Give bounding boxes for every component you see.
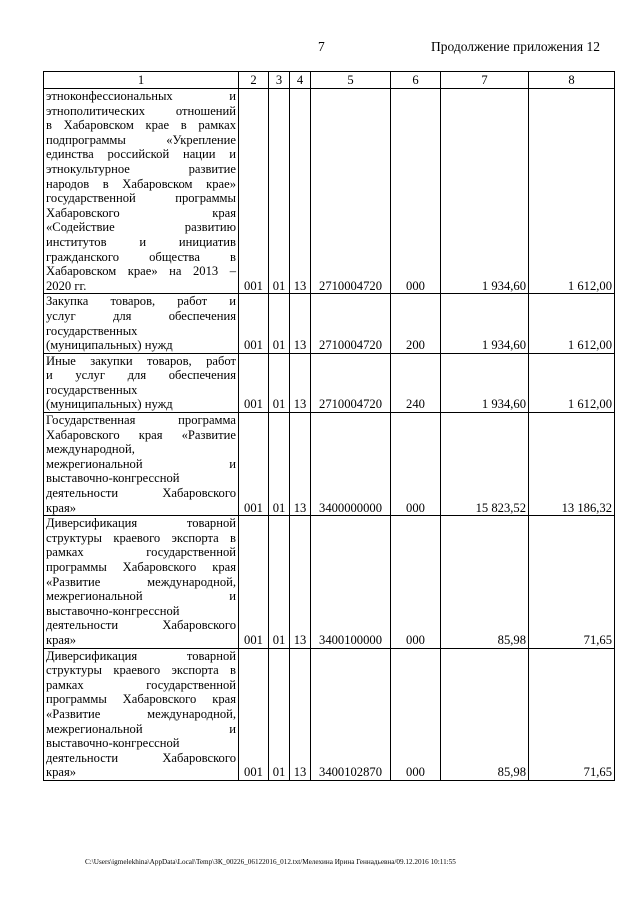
section-code-cell: 01 [269,353,290,412]
row-name-line: рамках государственной [46,677,236,692]
section-code-cell: 01 [269,516,290,648]
expense-type-cell: 000 [391,413,441,516]
table-row [44,413,615,516]
amount-cell: 13 186,32 [529,413,615,516]
row-name-line: гражданского общества в [46,249,236,264]
target-article-cell: 3400102870 [311,648,391,780]
row-name-line: Хабаровского края «Развитие [46,427,236,442]
section-code-cell: 01 [269,648,290,780]
column-header: 5 [311,72,391,89]
row-name-line: этнополитических отношений [46,103,236,118]
row-name-cell [44,294,239,353]
row-name-line: государственных [46,382,138,397]
row-name-line: деятельности Хабаровского [46,750,236,765]
row-name-line: Хабаровского края [46,205,236,220]
row-name-line: деятельности Хабаровского [46,618,236,633]
page-number: 7 [318,39,325,54]
ministry-code-cell: 001 [239,89,269,294]
row-name-line: межрегиональной и [46,721,236,736]
row-name-line: программы Хабаровского края [46,560,236,574]
expense-type-cell: 000 [391,648,441,780]
target-article-cell: 2710004720 [311,294,391,353]
column-header: 8 [529,72,615,89]
file-path-footer: C:\Users\igmelekhina\AppData\Local\Temp\ЗК_00226_06122016_012.txt/Мелехина Ирина Геннадьевна/09.12.2016 10:11:55 [85,858,456,866]
row-name-line: деятельности Хабаровского [46,486,236,501]
subsection-code-cell: 13 [290,294,311,353]
column-header: 6 [391,72,441,89]
row-name-line: края» [46,632,77,647]
column-header: 3 [269,72,290,89]
row-name-line: государственной программы [46,191,236,206]
subsection-code-cell: 13 [290,89,311,294]
expense-type-cell: 000 [391,89,441,294]
row-name-line: этнокультурное развитие [46,161,236,176]
amount-cell: 1 612,00 [529,353,615,412]
ministry-code-cell: 001 [239,516,269,648]
ministry-code-cell: 001 [239,413,269,516]
amount-cell: 15 823,52 [441,413,529,516]
row-name-line: структуры краевого экспорта в [46,663,236,678]
row-name-line: края» [46,500,77,515]
row-name-line: подпрограммы «Укрепление [46,132,236,147]
row-name-cell [44,516,239,648]
subsection-code-cell: 13 [290,413,311,516]
amount-cell: 1 612,00 [529,294,615,353]
ministry-code-cell: 001 [239,648,269,780]
row-name-line: Государственная программа [46,413,236,428]
amount-cell: 85,98 [441,648,529,780]
ministry-code-cell: 001 [239,294,269,353]
section-code-cell: 01 [269,294,290,353]
row-name-line: Диверсификация товарной [46,648,236,663]
row-name-cell [44,89,239,294]
row-name-line: институтов и инициатив [46,234,236,249]
row-name-line: единства российской нации и [46,147,236,162]
row-name-line: в Хабаровском крае в рамках [46,118,236,133]
amount-cell: 1 934,60 [441,89,529,294]
row-name-line: структуры краевого экспорта в [46,530,236,545]
section-code-cell: 01 [269,413,290,516]
row-name-line: выставочно-конгрессной [46,471,180,486]
column-header: 2 [239,72,269,89]
row-name-line: (муниципальных) нужд [46,397,173,412]
table-row [44,353,615,412]
row-name-line: международной, [46,442,135,457]
column-header: 7 [441,72,529,89]
row-name-line: края» [46,765,77,780]
appendix-table [43,71,615,781]
expense-type-cell: 000 [391,516,441,648]
expense-type-cell: 240 [391,353,441,412]
table-row [44,89,615,294]
table-header-row [44,72,615,89]
row-name-line: выставочно-конгрессной [46,603,180,618]
table-row [44,516,615,648]
row-name-cell [44,413,239,516]
row-name-line: этноконфессиональных и [46,89,236,103]
row-name-cell [44,353,239,412]
row-name-line: «Развитие международной, [46,706,236,721]
amount-cell: 1 934,60 [441,294,529,353]
row-name-line: услуг для обеспечения [46,308,236,323]
subsection-code-cell: 13 [290,516,311,648]
row-name-line: «Развитие международной, [46,574,236,589]
target-article-cell: 2710004720 [311,89,391,294]
row-name-line: межрегиональной и [46,589,236,604]
row-name-line: Закупка товаров, работ и [46,294,236,309]
amount-cell: 1 612,00 [529,89,615,294]
subsection-code-cell: 13 [290,353,311,412]
target-article-cell: 2710004720 [311,353,391,412]
section-code-cell: 01 [269,89,290,294]
amount-cell: 71,65 [529,516,615,648]
column-header: 1 [44,72,239,89]
amount-cell: 1 934,60 [441,353,529,412]
amount-cell: 71,65 [529,648,615,780]
ministry-code-cell: 001 [239,353,269,412]
table-row [44,294,615,353]
column-header: 4 [290,72,311,89]
continuation-label: Продолжение приложения 12 [430,39,600,54]
expense-type-cell: 200 [391,294,441,353]
row-name-line: выставочно-конгрессной [46,736,180,751]
row-name-line: государственных [46,323,138,338]
row-name-line: народов в Хабаровском крае» [46,176,236,191]
target-article-cell: 3400000000 [311,413,391,516]
row-name-cell [44,648,239,780]
row-name-line: Диверсификация товарной [46,516,236,531]
row-name-line: «Содействие развитию [46,220,236,235]
target-article-cell: 3400100000 [311,516,391,648]
row-name-line: (муниципальных) нужд [46,338,173,353]
table-row [44,648,615,780]
row-name-line: программы Хабаровского края [46,692,236,707]
row-name-line: 2020 гг. [46,278,87,293]
row-name-line: Иные закупки товаров, работ [46,353,236,368]
subsection-code-cell: 13 [290,648,311,780]
row-name-line: Хабаровском крае» на 2013 – [46,264,236,279]
row-name-line: межрегиональной и [46,456,236,471]
row-name-line: и услуг для обеспечения [46,368,236,383]
amount-cell: 85,98 [441,516,529,648]
row-name-line: рамках государственной [46,545,236,560]
